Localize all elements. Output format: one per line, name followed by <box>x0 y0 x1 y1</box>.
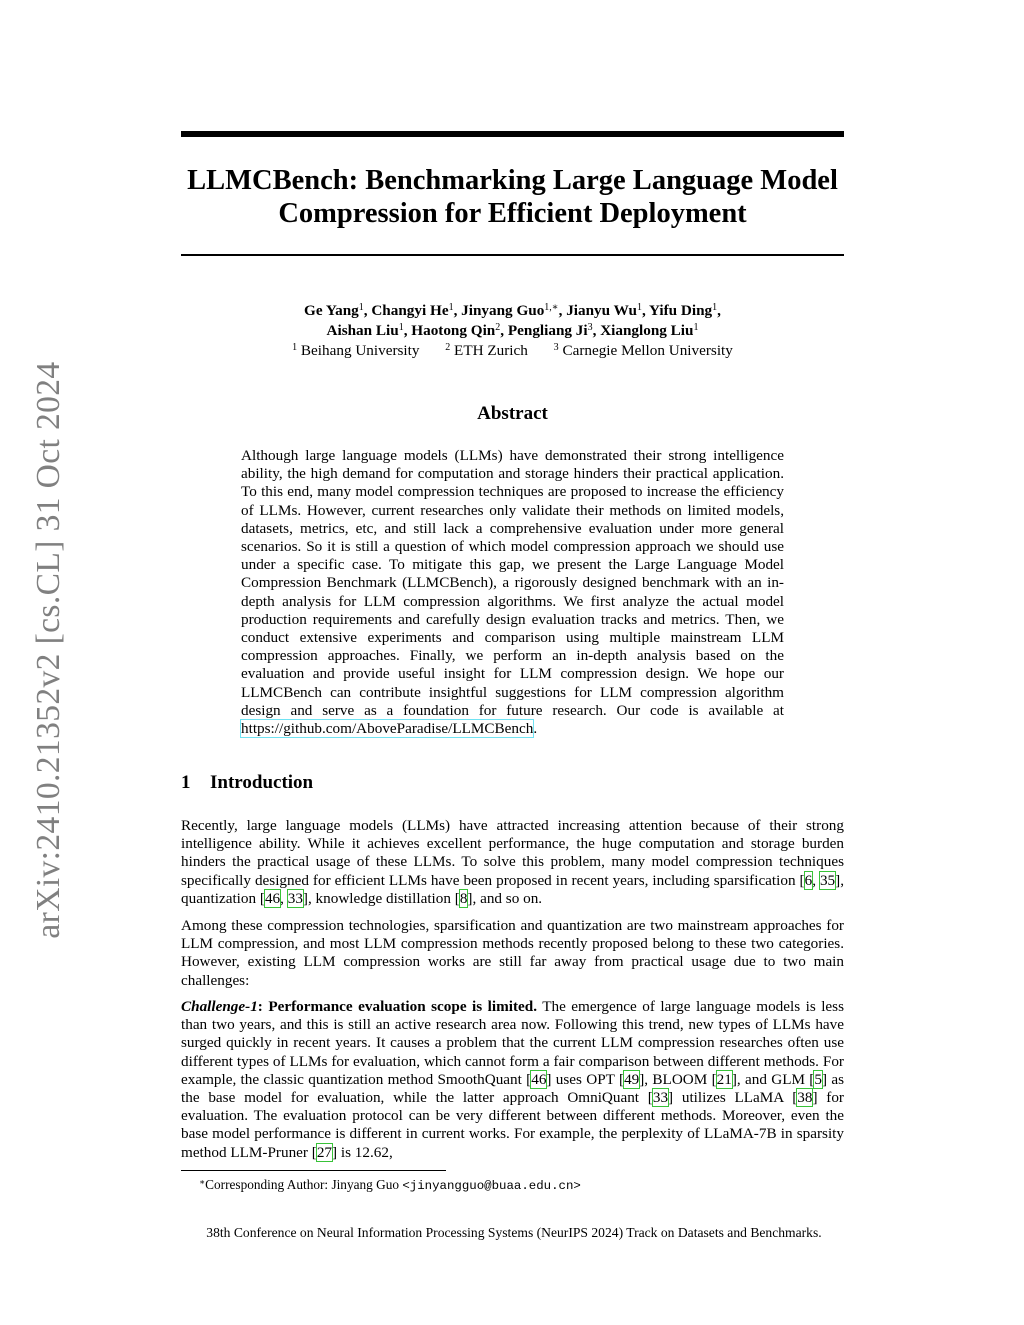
affiliation-number: 1 <box>292 342 298 353</box>
title-top-rule <box>181 131 844 137</box>
author-email: <jinyangguo@buaa.edu.cn> <box>402 1179 581 1193</box>
affiliation-line <box>181 341 844 361</box>
section-title: Introduction <box>210 772 314 793</box>
emphasis-text: Challenge-1 <box>181 998 258 1015</box>
paragraph-text: ] for evaluation. The evaluation protocol can be very different between different methods. Moreover, even the base model performance is different in current works. For example, the perplexity of LLaMA-7B in sparsity method LLM-Pruner [ <box>181 1089 844 1161</box>
footnote-text: Corresponding Author: Jinyang Guo <box>205 1177 403 1192</box>
author-line-2 <box>181 321 844 341</box>
affiliation-name: Beihang University <box>300 342 420 359</box>
citation-link[interactable]: 35 <box>819 871 836 889</box>
arxiv-identifier-stamp: arXiv:2410.21352v2 [cs.CL] 31 Oct 2024 <box>30 361 67 939</box>
author-separator: , <box>500 322 508 339</box>
affiliation-number: 2 <box>445 342 451 353</box>
author-affiliation-mark: 3 <box>587 322 593 333</box>
paragraph-text: ], knowledge distillation [ <box>302 889 460 907</box>
author-name: Jinyang Guo <box>461 302 545 319</box>
section-number: 1 <box>181 772 191 793</box>
author-affiliation-mark: 1,∗ <box>544 302 559 313</box>
author-name: Yifu Ding <box>649 302 713 319</box>
author-separator: , <box>641 302 649 319</box>
challenge-1-paragraph <box>181 998 844 1162</box>
footnote-mark: ∗ <box>199 1177 206 1187</box>
affiliation-number: 3 <box>553 342 559 353</box>
abstract-end-punctuation: . <box>533 720 538 738</box>
paragraph-text: ] uses OPT [ <box>546 1070 625 1088</box>
author-name: Jianyu Wu <box>566 302 637 319</box>
affiliation-name: Carnegie Mellon University <box>562 342 733 359</box>
author-separator: , <box>717 302 721 319</box>
author-block <box>181 301 844 361</box>
affiliation-name: ETH Zurich <box>454 342 528 359</box>
author-affiliation-mark: 1 <box>448 302 454 313</box>
paragraph-text: ], and so on. <box>467 889 543 907</box>
citation-link[interactable]: 49 <box>624 1070 640 1088</box>
intro-paragraph-2 <box>181 917 844 990</box>
author-name: Xianglong Liu <box>600 322 694 339</box>
citation-link[interactable]: 33 <box>287 889 303 907</box>
paragraph-text: Among these compression technologies, sparsification and quantization are two mainstream approaches for LLM compression, and most LLM compression methods recently proposed belong to these two categories. However, existing LLM compression works are still far away from practical usage due to two main challenges: <box>181 917 844 989</box>
paragraph-text: , <box>280 889 288 907</box>
paragraph-text: ], quantization [ <box>181 871 844 907</box>
code-repository-link[interactable]: https://github.com/AboveParadise/LLMCBench <box>241 720 534 738</box>
author-separator: , <box>558 302 567 319</box>
author-separator: , <box>453 302 462 319</box>
author-affiliation-mark: 1 <box>358 302 364 313</box>
author-affiliation-mark: 1 <box>712 302 718 313</box>
paragraph-text: The emergence of large language models is less than two years, and this is still an active research area now. Following this trend, new types of LLMs have surged quickly in recent years. It causes a problem that the current LLM compression researches often use different types of LLMs for evaluation, which cannot form a fair comparison between different methods. For example, the classic quantization method SmoothQuant [ <box>181 998 844 1088</box>
author-affiliation-mark: 1 <box>398 322 404 333</box>
author-separator: , <box>403 322 412 339</box>
citation-link[interactable]: 8 <box>459 889 468 907</box>
citation-link[interactable]: 6 <box>804 871 813 889</box>
citation-link[interactable]: 46 <box>264 889 281 907</box>
footnote-rule <box>181 1170 446 1171</box>
title-bottom-rule <box>181 254 844 256</box>
affiliation <box>554 342 733 359</box>
citation-link[interactable]: 38 <box>797 1089 813 1107</box>
title-line-1: LLMCBench: Benchmarking Large Language Model <box>187 165 838 196</box>
citation-link[interactable]: 46 <box>531 1070 547 1088</box>
title-line-2: Compression for Efficient Deployment <box>278 198 747 229</box>
affiliation <box>445 342 528 359</box>
intro-paragraph-1 <box>181 817 844 908</box>
paragraph-text: ] is 12.62, <box>332 1143 393 1161</box>
abstract-text <box>241 447 784 738</box>
abstract-heading: Abstract <box>477 403 548 424</box>
paragraph-text: Recently, large language models (LLMs) have attracted increasing attention because of their strong intelligence ability. While it achieves excellent performance, the huge computation and storage burden hinders the practical usage of these LLMs. To solve this problem, many model compression techniques specifically designed for efficient LLMs have been proposed in recent years, including sparsification [ <box>181 817 844 889</box>
author-separator: , <box>363 302 372 319</box>
author-affiliation-mark: 1 <box>693 322 699 333</box>
author-separator: , <box>592 322 601 339</box>
emphasis-text: : Performance evaluation scope is limited. <box>257 998 537 1015</box>
citation-link[interactable]: 21 <box>716 1070 732 1088</box>
corresponding-author-footnote <box>199 1177 581 1193</box>
author-name: Ge Yang <box>304 302 359 319</box>
author-name: Aishan Liu <box>326 322 399 339</box>
paper-title <box>181 164 844 230</box>
citation-link[interactable]: 33 <box>652 1089 669 1107</box>
author-affiliation-mark: 2 <box>495 322 501 333</box>
paragraph-text: ] utilizes LLaMA [ <box>668 1089 798 1107</box>
author-line-1 <box>181 301 844 321</box>
section-heading-introduction <box>181 772 844 794</box>
author-name: Changyi He <box>371 302 449 319</box>
paragraph-text: ] as the base model for evaluation, while the latter approach OmniQuant [ <box>181 1070 844 1107</box>
paragraph-text: , <box>812 871 820 889</box>
affiliation <box>292 342 419 359</box>
citation-link[interactable]: 5 <box>814 1070 822 1088</box>
paragraph-text: ], and GLM [ <box>731 1070 815 1088</box>
abstract-body-text: Although large language models (LLMs) have demonstrated their strong intelligence ability, the high demand for computation and storage hinders their practical application. To this end, many model compression techniques are proposed to increase the efficiency of LLMs. However, current researches only validate their methods on limited models, datasets, metrics, etc, and still lack a comprehensive evaluation under more general scenarios. So it is still a question of which model compression approach we should use under a specific case. To mitigate this gap, we present the Large Language Model Compression Benchmark (LLMCBench), a rigorously designed benchmark with an in-depth analysis for LLM compression algorithms. We first analyze the actual model production requirements and carefully design evaluation tracks and metrics. Then, we conduct extensive experiments and comparison using multiple mainstream LLM compression approaches. Finally, we perform an in-depth analysis based on the evaluation and provide useful insight for LLM compression design. We hope our LLMCBench can contribute insightful suggestions for LLM compression algorithm design and serve as a foundation for future research. Our code is available at <box>241 447 784 719</box>
conference-footer: 38th Conference on Neural Information Processing Systems (NeurIPS 2024) Track on Datasets and Benchmarks. <box>206 1225 822 1240</box>
citation-link[interactable]: 27 <box>316 1143 332 1161</box>
paragraph-text: ], BLOOM [ <box>639 1070 717 1088</box>
author-name: Haotong Qin <box>411 322 496 339</box>
author-name: Pengliang Ji <box>507 322 588 339</box>
author-affiliation-mark: 1 <box>636 302 642 313</box>
